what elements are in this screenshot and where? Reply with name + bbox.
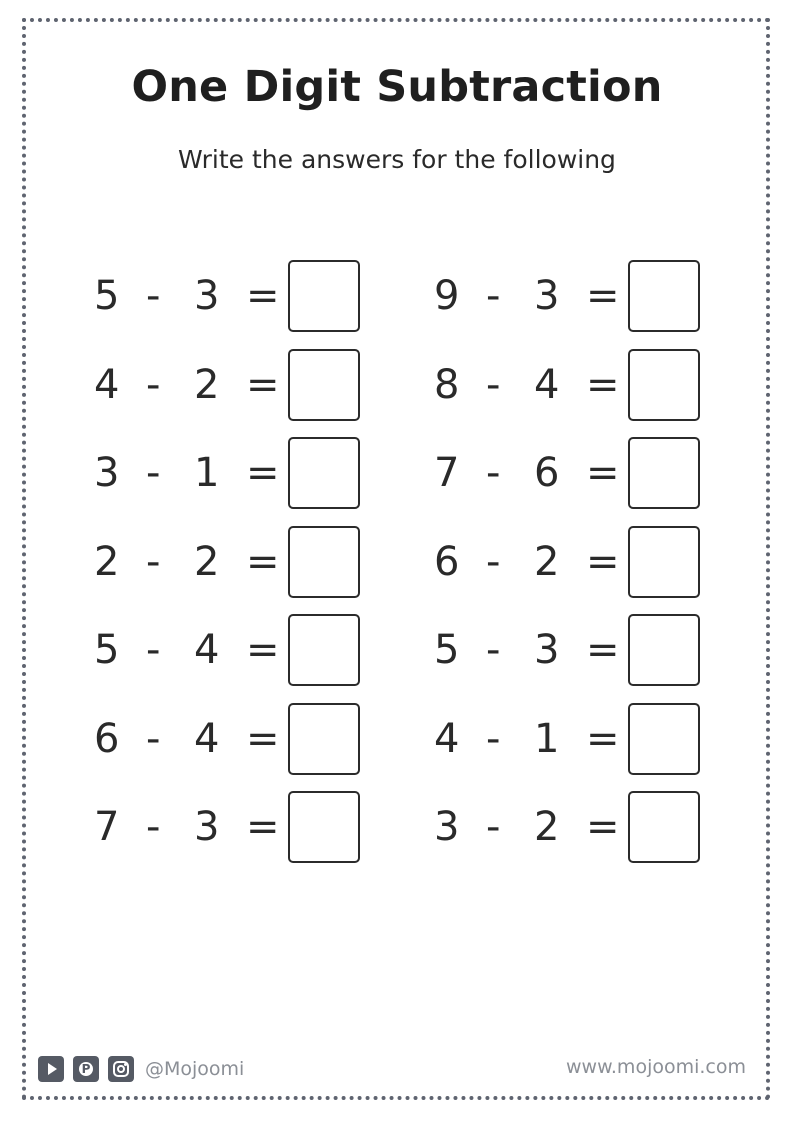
worksheet-title: One Digit Subtraction <box>131 62 663 112</box>
equals-sign: = <box>586 538 620 585</box>
answer-box[interactable] <box>288 526 360 598</box>
social-handle[interactable]: @Mojoomi <box>145 1058 245 1080</box>
instagram-icon[interactable] <box>108 1056 134 1082</box>
minuend: 6 <box>434 538 460 585</box>
minus-sign: - <box>146 627 161 673</box>
equals-sign: = <box>246 627 280 673</box>
subtrahend: 3 <box>534 627 560 673</box>
subtrahend: 4 <box>534 361 560 408</box>
minuend: 5 <box>94 273 120 319</box>
minuend: 5 <box>434 627 460 673</box>
minus-sign: - <box>146 538 161 585</box>
minuend: 7 <box>94 804 120 850</box>
equals-sign: = <box>586 715 620 762</box>
equals-sign: = <box>586 273 620 319</box>
website-link[interactable]: www.mojoomi.com <box>566 1056 746 1078</box>
minuend: 4 <box>94 361 120 408</box>
equals-sign: = <box>246 361 280 408</box>
minuend: 4 <box>434 715 460 762</box>
answer-box[interactable] <box>628 437 700 509</box>
minus-sign: - <box>146 361 161 408</box>
minuend: 7 <box>434 450 460 496</box>
minuend: 5 <box>94 627 120 673</box>
equals-sign: = <box>586 627 620 673</box>
subtrahend: 2 <box>194 538 220 585</box>
subtraction-problem <box>430 258 750 347</box>
subtraction-problem <box>430 612 750 701</box>
minuend: 2 <box>94 538 120 585</box>
footer-social <box>38 1056 244 1082</box>
subtrahend: 6 <box>534 450 560 496</box>
subtrahend: 4 <box>194 627 220 673</box>
subtraction-problem <box>430 347 750 436</box>
equals-sign: = <box>246 804 280 850</box>
pinterest-glyph: P <box>81 1062 91 1076</box>
subtrahend: 4 <box>194 715 220 762</box>
problem-column-left <box>90 258 410 878</box>
equals-sign: = <box>246 715 280 762</box>
answer-box[interactable] <box>288 349 360 421</box>
answer-box[interactable] <box>628 526 700 598</box>
answer-box[interactable] <box>288 614 360 686</box>
minuend: 9 <box>434 273 460 319</box>
problem-column-right <box>430 258 750 878</box>
minus-sign: - <box>486 273 501 319</box>
equals-sign: = <box>246 538 280 585</box>
minus-sign: - <box>146 273 161 319</box>
subtraction-problem <box>430 789 750 878</box>
minus-sign: - <box>486 538 501 585</box>
answer-box[interactable] <box>628 260 700 332</box>
equals-sign: = <box>246 450 280 496</box>
subtrahend: 1 <box>194 450 220 496</box>
answer-box[interactable] <box>288 260 360 332</box>
answer-box[interactable] <box>288 437 360 509</box>
pinterest-icon[interactable] <box>73 1056 99 1082</box>
equals-sign: = <box>586 804 620 850</box>
subtraction-problem <box>90 258 410 347</box>
subtrahend: 3 <box>194 273 220 319</box>
minuend: 3 <box>434 804 460 850</box>
subtraction-problem <box>90 347 410 436</box>
answer-box[interactable] <box>628 614 700 686</box>
subtraction-problem <box>430 524 750 613</box>
subtraction-problem <box>90 612 410 701</box>
answer-box[interactable] <box>288 791 360 863</box>
subtraction-problem <box>430 435 750 524</box>
answer-box[interactable] <box>628 791 700 863</box>
subtrahend: 2 <box>194 361 220 408</box>
subtraction-problem <box>90 701 410 790</box>
minus-sign: - <box>146 450 161 496</box>
answer-box[interactable] <box>288 703 360 775</box>
subtrahend: 3 <box>534 273 560 319</box>
minuend: 6 <box>94 715 120 762</box>
minus-sign: - <box>146 804 161 850</box>
minuend: 3 <box>94 450 120 496</box>
equals-sign: = <box>586 361 620 408</box>
minus-sign: - <box>486 361 501 408</box>
minus-sign: - <box>486 715 501 762</box>
minus-sign: - <box>486 450 501 496</box>
equals-sign: = <box>586 450 620 496</box>
answer-box[interactable] <box>628 349 700 421</box>
minus-sign: - <box>486 627 501 673</box>
worksheet-instructions: Write the answers for the following <box>178 145 616 174</box>
subtrahend: 2 <box>534 538 560 585</box>
subtrahend: 2 <box>534 804 560 850</box>
minus-sign: - <box>146 715 161 762</box>
equals-sign: = <box>246 273 280 319</box>
youtube-icon[interactable] <box>38 1056 64 1082</box>
subtraction-problem <box>90 435 410 524</box>
minuend: 8 <box>434 361 460 408</box>
subtraction-problem <box>90 524 410 613</box>
subtraction-problem <box>90 789 410 878</box>
subtrahend: 1 <box>534 715 560 762</box>
answer-box[interactable] <box>628 703 700 775</box>
minus-sign: - <box>486 804 501 850</box>
subtrahend: 3 <box>194 804 220 850</box>
subtraction-problem <box>430 701 750 790</box>
